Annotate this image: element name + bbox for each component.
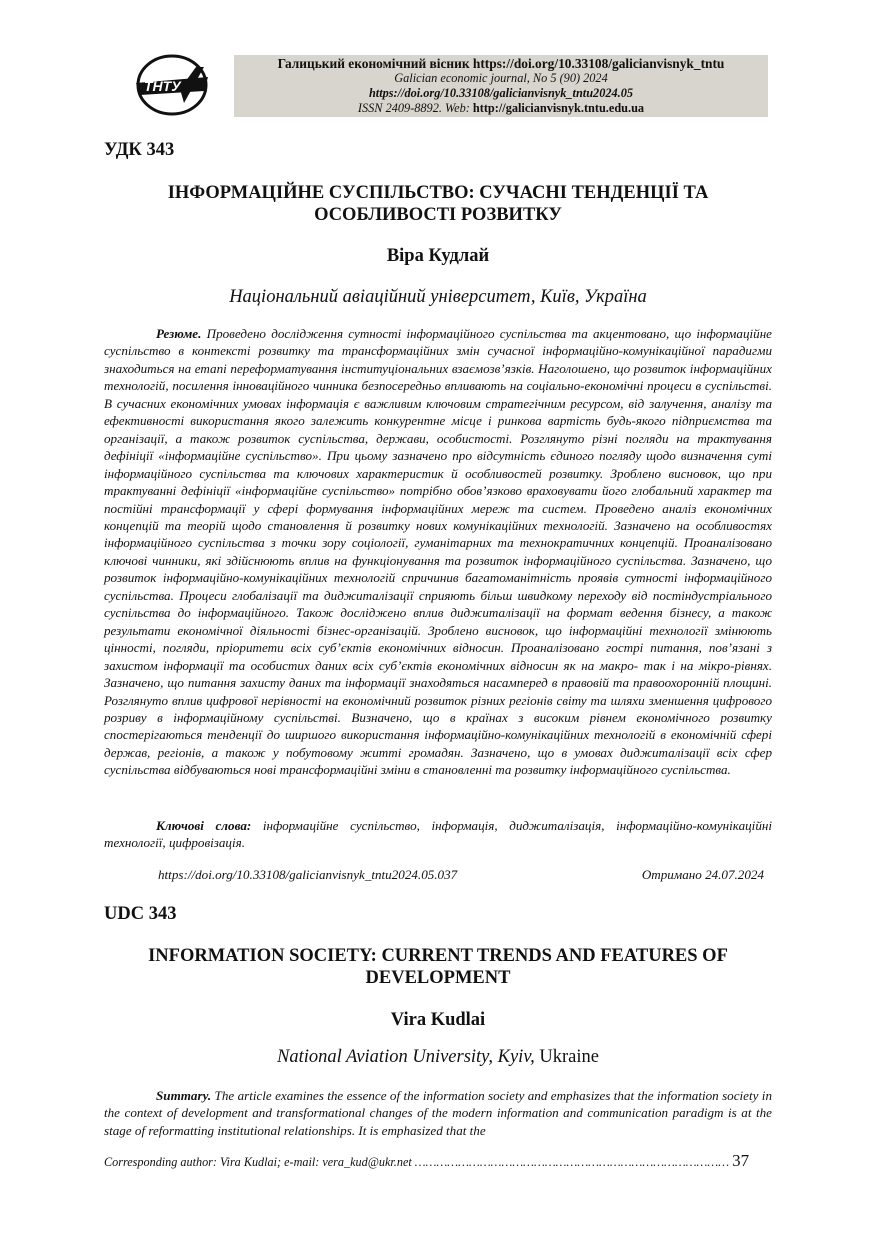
affiliation-en-country: Ukraine bbox=[534, 1047, 599, 1067]
title-ua-line1: ІНФОРМАЦІЙНЕ СУСПІЛЬСТВО: СУЧАСНІ ТЕНДЕНЦІЇ ТА bbox=[167, 183, 709, 203]
journal-logo bbox=[134, 53, 210, 117]
journal-website-link[interactable]: http://galicianvisnyk.tntu.edu.ua bbox=[472, 101, 645, 115]
header-line-3: https://doi.org/10.33108/galicianvisnyk_tntu2024.05 bbox=[368, 86, 634, 100]
keywords-label: Ключові слова: bbox=[156, 818, 252, 833]
issn-text: ISSN 2409-8892. Web: bbox=[357, 101, 473, 115]
abstract-ua bbox=[104, 325, 772, 779]
received-date: Отримано 24.07.2024 bbox=[641, 867, 764, 882]
summary-text: The article examines the essence of the information society and emphasizes that the information society in the context of development and transformational changes of the modern information and communication paradigm is at the stage of reformatting institutional relationships. It is emphasized that the bbox=[104, 1088, 772, 1138]
footer-dots: …………………………………………………………………………… bbox=[411, 1155, 730, 1169]
summary-label: Summary. bbox=[156, 1088, 212, 1103]
title-en-line2: DEVELOPMENT bbox=[365, 968, 511, 988]
title-en bbox=[104, 945, 772, 989]
author-en: Vira Kudlai bbox=[390, 1010, 486, 1030]
udc-en: UDC 343 bbox=[104, 904, 177, 924]
page-number: 37 bbox=[732, 1151, 750, 1170]
journal-header bbox=[234, 55, 768, 117]
affiliation-ua: Національний авіаційний університет, Київ, Україна bbox=[229, 287, 647, 307]
article-doi[interactable]: https://doi.org/10.33108/galicianvisnyk_tntu2024.05.037 bbox=[158, 867, 458, 882]
affiliation-en bbox=[104, 1047, 772, 1068]
abstract-text: Проведено дослідження сутності інформаційного суспільства та акцентовано, що інформаційне суспільство в контексті розвитку та трансформаційних змін сучасної інформаційно-комунікаційної парадигми знаходиться на етапі переформатування інституціональних взаємозв’язків. Наголошено, що розвиток інформаційних технологій, посилення інноваційного чинника безпосередньо впливають на соціально-економічні процеси в суспільстві. В сучасних економічних умовах інформація є важливим ключовим стратегічним ресурсом, від залучення, аналізу та ефективності використання якого залежить конкурентне місце і ринкова вартість будь-якого підприємства та організації, а також розвиток суспільства, держави, особистості. Розглянуто різні погляди на трактування дефініції «інформаційне суспільство». При цьому зазначено про відсутність єдиного погляду щодо визначення суті інформаційного суспільства та ключових характеристик й особливостей розвитку. Зроблено висновок, що при трактуванні дефініції «інформаційне суспільство» потрібно обов’язково враховувати його глобальний характер та постійні трансформації у сфері формування інформаційних мереж та систем. Проведено аналіз економічних концепцій та теорій щодо становлення й розвитку нових комунікаційних технологій. Зазначено на особливостях інформаційного суспільства з точки зору соціології, гуманітарних та технократичних концепцій. Проаналізовано ключові чинники, які здійснюють вплив на функціонування та розвиток інформаційного суспільства. Зазначено, що розвиток інформаційно-комунікаційних технологій спричинив багатоманітність проявів сутності інформаційного суспільства. Процеси глобалізації та диджиталізації сприяють більш швидкому переходу від постіндустріального суспільства до інформаційного. Також досліджено вплив диджиталізації на формат ведення бізнесу, а також результати економічної діяльності бізнес-організацій. Зроблено висновок, що інформаційні технології змінюють цінності, погляди, пріоритети всіх суб’єктів економічних відносин. Проаналізовано гострі питання, пов’язані з захистом інформації та особистих даних всіх суб’єктів економічних відносин як на макро- так і на мікро-рівнях. Зазначено, що питання захисту даних та інформації знаходяться насамперед в правовій та правоохоронній площині. Розглянуто вплив цифрової нерівності на економічний розвиток різних регіонів світу та шляхи зменшення цифрового розриву в інформаційному суспільстві. Визначено, що в країнах з високим рівнем економічного розвитку спостерігаються тенденції до ширшого використання інформаційно-комунікаційних технологій в економічній сфері держав, регіонів, а також у побутовому житті громадян. Зазначено, що в умовах диджиталізації всіх сфер суспільства відбуваються нові трансформаційні зміни в становленні та розвитку інформаційного суспільства. bbox=[104, 326, 772, 778]
affiliation-en-italic: National Aviation University, Kyiv, bbox=[277, 1047, 535, 1067]
title-ua-line2: ОСОБЛИВОСТІ РОЗВИТКУ bbox=[314, 205, 562, 225]
header-line-2: Galician economic journal, No 5 (90) 2024 bbox=[394, 71, 608, 85]
page-footer bbox=[104, 1151, 772, 1171]
abstract-label: Резюме. bbox=[156, 326, 202, 341]
udc-ua: УДК 343 bbox=[104, 140, 175, 160]
summary-en bbox=[104, 1087, 772, 1139]
header-line-1: Галицький економічний вісник https://doi.org/10.33108/galicianvisnyk_tntu bbox=[277, 56, 725, 71]
title-en-line1: INFORMATION SOCIETY: CURRENT TRENDS AND FEATURES OF bbox=[148, 946, 728, 966]
logo-text: ТНТУ bbox=[144, 78, 181, 94]
keywords-text: інформаційне суспільство, інформація, диджиталізація, інформаційно-комунікаційні технології, цифровізація. bbox=[104, 818, 772, 851]
corresponding-author: Corresponding author: Vira Kudlai; e-mail: vera_kud@ukr.net bbox=[104, 1155, 412, 1169]
keywords-ua bbox=[104, 817, 772, 852]
title-ua bbox=[104, 182, 772, 226]
author-ua: Віра Кудлай bbox=[386, 246, 490, 266]
header-line-4 bbox=[234, 101, 768, 116]
